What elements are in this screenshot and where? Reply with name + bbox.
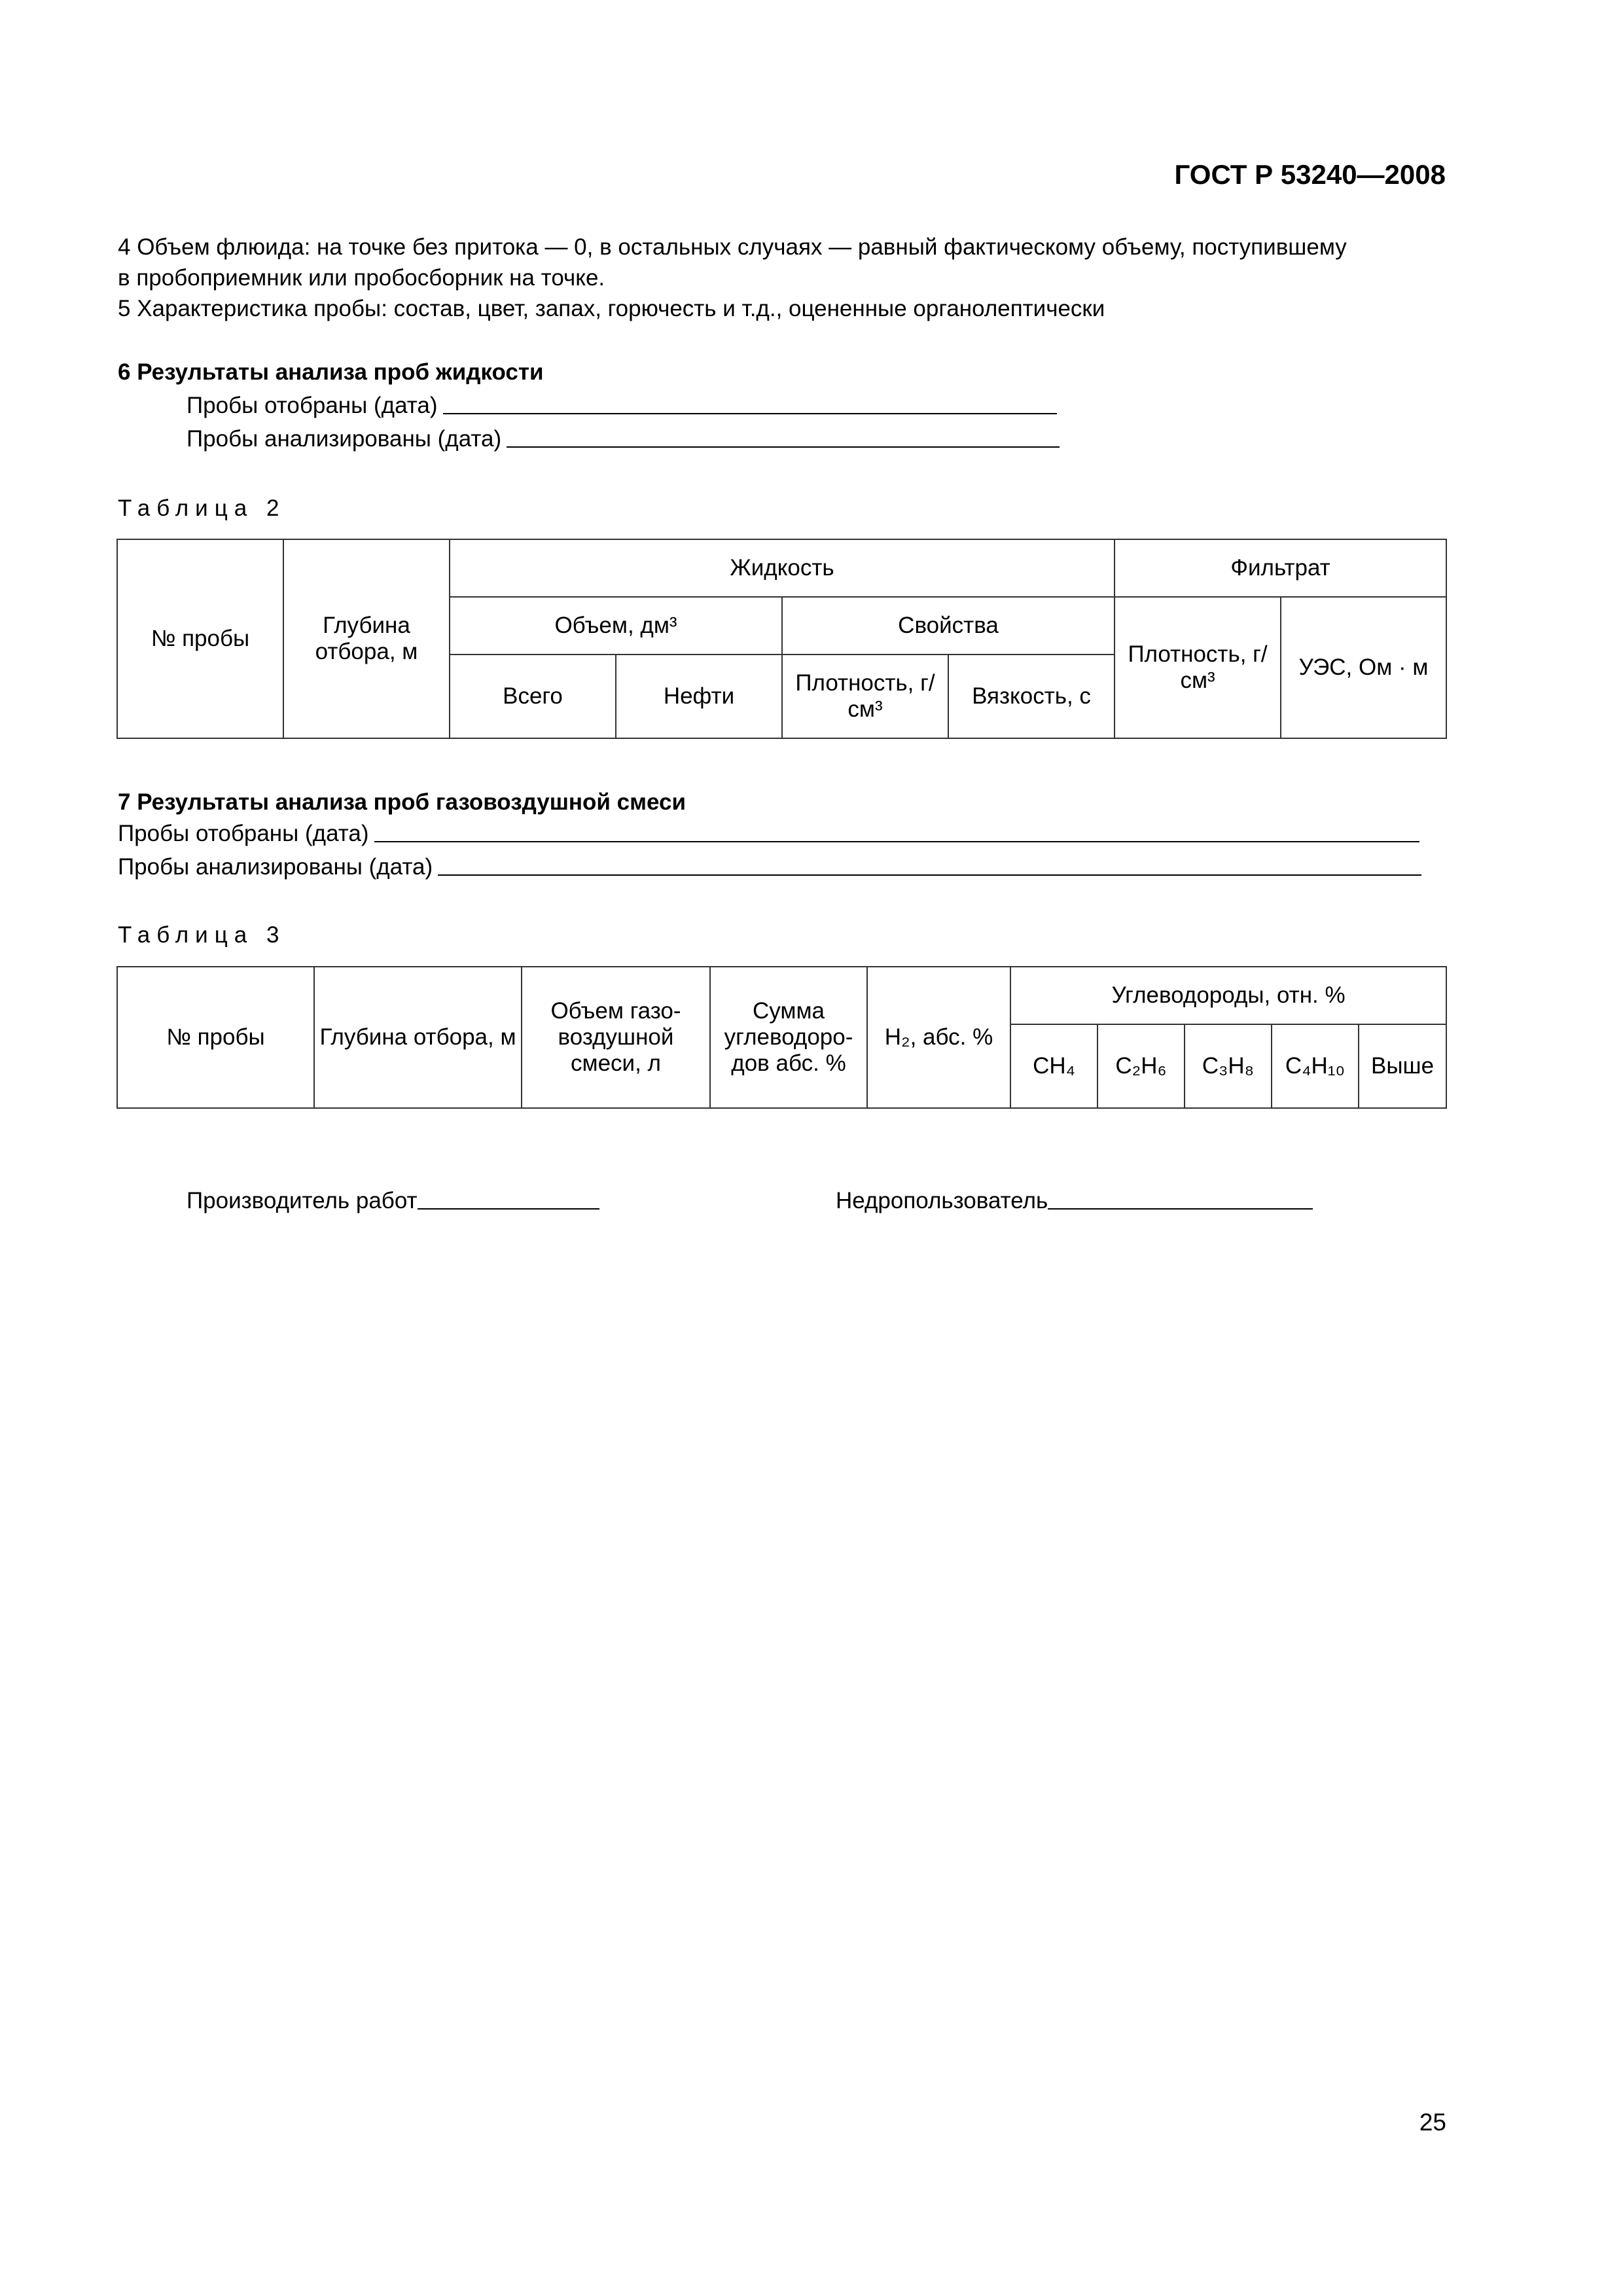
t3-header-c2h6: C₂H₆ — [1097, 1024, 1185, 1108]
t3-header-c3h8: C₃H₈ — [1185, 1024, 1272, 1108]
works-manager-label: Производитель работ — [187, 1188, 418, 1213]
gas-sampled-date-line — [374, 841, 1419, 842]
page-number: 25 — [1419, 2109, 1446, 2136]
works-manager-signature — [187, 1188, 599, 1214]
t3-header-higher: Выше — [1359, 1024, 1446, 1108]
t3-header-depth: Глубина отбора, м — [314, 967, 522, 1108]
t2-header-volume: Объем, дм³ — [450, 597, 782, 655]
t2-header-depth: Глубина отбора, м — [283, 539, 450, 738]
sampled-date-line — [443, 413, 1057, 414]
analyzed-date-label: Пробы анализированы (дата) — [187, 426, 502, 452]
table-2-caption: Таблица 2 — [118, 495, 286, 521]
gas-sampled-date-label: Пробы отобраны (дата) — [118, 821, 369, 846]
t2-header-filtrate: Фильтрат — [1115, 539, 1446, 597]
sampled-date-label: Пробы отобраны (дата) — [187, 393, 438, 418]
section-6-sampled-field — [187, 393, 1057, 419]
table-3 — [116, 966, 1447, 1109]
section-6-title: 6 Результаты анализа проб жидкости — [118, 359, 544, 385]
gas-analyzed-date-label: Пробы анализированы (дата) — [118, 854, 433, 880]
gas-analyzed-date-line — [438, 874, 1421, 876]
t3-header-h2: H₂, абс. % — [867, 967, 1010, 1108]
subsoil-user-signature — [836, 1188, 1313, 1214]
t3-header-c4h10: C₄H₁₀ — [1272, 1024, 1359, 1108]
t3-header-hydrocarbons: Углеводороды, отн. % — [1010, 967, 1446, 1024]
t3-header-sample-no: № пробы — [117, 967, 314, 1108]
table-3-caption: Таблица 3 — [118, 922, 286, 948]
t3-header-ch4: CH₄ — [1010, 1024, 1097, 1108]
note-5: 5 Характеристика пробы: состав, цвет, запах, горючесть и т.д., оцененные органолептически — [118, 296, 1105, 321]
subsoil-user-label: Недропользователь — [836, 1188, 1048, 1213]
t2-header-properties: Свойства — [782, 597, 1115, 655]
t3-header-hc-sum: Сумма углеводоро-дов абс. % — [710, 967, 867, 1108]
works-manager-signature-line — [418, 1208, 599, 1210]
t2-header-resistivity: УЭС, Ом · м — [1281, 597, 1446, 738]
document-code: ГОСТ Р 53240—2008 — [1174, 159, 1446, 190]
t3-header-gas-volume: Объем газо-воздушной смеси, л — [522, 967, 710, 1108]
t2-header-oil: Нефти — [616, 655, 782, 738]
note-4-line-2: в пробоприемник или пробосборник на точке. — [118, 265, 605, 291]
t2-header-filtrate-density: Плотность, г/см³ — [1115, 597, 1281, 738]
analyzed-date-line — [507, 446, 1060, 448]
section-7-title: 7 Результаты анализа проб газовоздушной смеси — [118, 789, 687, 815]
section-7-analyzed-field — [118, 854, 1421, 880]
t2-header-liquid: Жидкость — [450, 539, 1115, 597]
section-6-analyzed-field — [187, 426, 1060, 452]
table-2 — [116, 539, 1447, 739]
t2-header-viscosity: Вязкость, с — [948, 655, 1115, 738]
section-7-sampled-field — [118, 821, 1419, 847]
subsoil-user-signature-line — [1048, 1208, 1313, 1210]
note-4-line-1: 4 Объем флюида: на точке без притока — 0, в остальных случаях — равный фактическому объему, поступившему — [118, 234, 1347, 260]
t2-header-sample-no: № пробы — [117, 539, 283, 738]
t2-header-density: Плотность, г/см³ — [782, 655, 948, 738]
t2-header-total: Всего — [450, 655, 616, 738]
